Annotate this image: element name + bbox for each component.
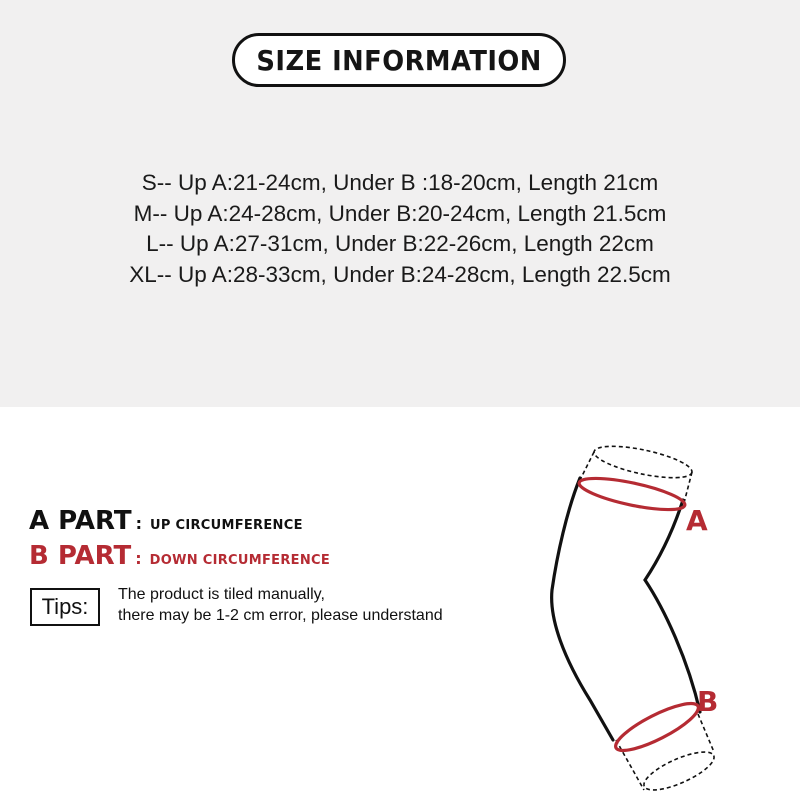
part-a-legend bbox=[29, 506, 303, 542]
part-a-description: UP CIRCUMFERENCE bbox=[149, 518, 303, 533]
tips-note bbox=[118, 584, 443, 626]
size-row-xl: XL-- Up A:28-33cm, Under B:24-28cm, Length 22.5cm bbox=[129, 261, 671, 287]
sleeve-outline bbox=[552, 478, 700, 740]
circumference-ring-b bbox=[611, 695, 704, 758]
size-row-m: M-- Up A:24-28cm, Under B:20-24cm, Length 21.5cm bbox=[133, 200, 667, 226]
tips-label: Tips: bbox=[41, 594, 89, 619]
part-a-colon: : bbox=[135, 514, 142, 533]
part-b-description: DOWN CIRCUMFERENCE bbox=[149, 553, 331, 568]
part-b-colon: : bbox=[135, 549, 142, 568]
arm-sleeve-diagram bbox=[520, 420, 800, 800]
size-row-l: L-- Up A:27-31cm, Under B:22-26cm, Length 22cm bbox=[146, 231, 654, 256]
size-info-title: SIZE INFORMATION bbox=[256, 43, 542, 77]
part-b-label: B PART bbox=[29, 541, 132, 571]
size-row-s: S-- Up A:21-24cm, Under B :18-20cm, Length 21cm bbox=[141, 170, 659, 195]
marker-a-label: A bbox=[686, 504, 708, 537]
tips-badge bbox=[30, 588, 100, 626]
tips-line-1: The product is tiled manually, bbox=[118, 586, 325, 603]
part-b-legend bbox=[29, 541, 330, 577]
size-info-title-badge bbox=[232, 33, 566, 87]
size-list bbox=[0, 168, 800, 290]
tips-line-2: there may be 1-2 cm error, please understand bbox=[118, 607, 443, 624]
part-a-label: A PART bbox=[29, 506, 132, 536]
marker-b-label: B bbox=[697, 685, 719, 718]
circumference-ring-a bbox=[577, 472, 687, 516]
